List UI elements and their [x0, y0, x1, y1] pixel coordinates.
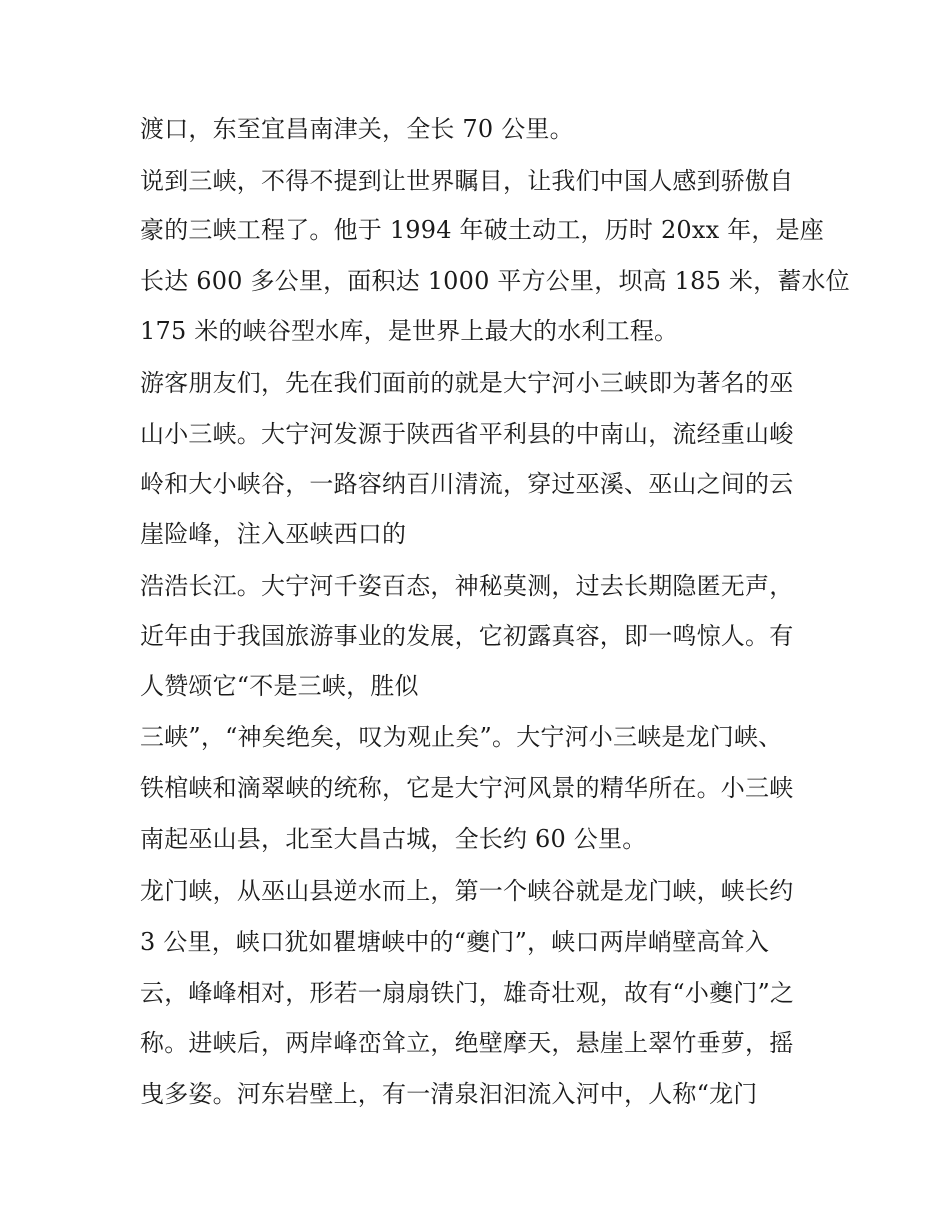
text-line: 称。进峡后，两岸峰峦耸立，绝壁摩天，悬崖上翠竹垂萝，摇	[140, 1029, 794, 1057]
text-line: 豪的三峡工程了。他于 1994 年破土动工，历时 20xx 年，是座	[140, 216, 825, 244]
text-line: 浩浩长江。大宁河千姿百态，神秘莫测，过去长期隐匿无声，	[140, 572, 794, 600]
text-line: 人赞颂它“不是三峡，胜似	[140, 672, 419, 700]
text-line: 3 公里，峡口犹如瞿塘峡中的“夔门”，峡口两岸峭壁高耸入	[140, 928, 770, 956]
text-line: 长达 600 多公里，面积达 1000 平方公里，坝高 185 米，蓄水位	[140, 267, 850, 295]
text-line: 渡口，东至宜昌南津关，全长 70 公里。	[140, 115, 574, 143]
text-line: 铁棺峡和滴翠峡的统称，它是大宁河风景的精华所在。小三峡	[140, 774, 794, 802]
text-line: 崖险峰，注入巫峡西口的	[140, 520, 407, 548]
text-line: 云，峰峰相对，形若一扇扇铁门，雄奇壮观，故有“小夔门”之	[140, 979, 795, 1007]
text-line: 游客朋友们，先在我们面前的就是大宁河小三峡即为著名的巫	[140, 369, 794, 397]
text-line: 南起巫山县，北至大昌古城，全长约 60 公里。	[140, 825, 647, 853]
text-line: 175 米的峡谷型水库，是世界上最大的水利工程。	[140, 317, 679, 345]
text-line: 近年由于我国旅游事业的发展，它初露真容，即一鸣惊人。有	[140, 622, 794, 650]
text-line: 说到三峡，不得不提到让世界瞩目，让我们中国人感到骄傲自	[140, 167, 794, 195]
text-line: 曳多姿。河东岩壁上，有一清泉汩汩流入河中，人称“龙门	[140, 1080, 758, 1108]
text-line: 岭和大小峡谷，一路容纳百川清流，穿过巫溪、巫山之间的云	[140, 470, 794, 498]
text-line: 龙门峡，从巫山县逆水而上，第一个峡谷就是龙门峡，峡长约	[140, 877, 794, 905]
text-line: 三峡”，“神矣绝矣，叹为观止矣”。大宁河小三峡是龙门峡、	[140, 723, 783, 751]
text-line: 山小三峡。大宁河发源于陕西省平利县的中南山，流经重山峻	[140, 420, 794, 448]
